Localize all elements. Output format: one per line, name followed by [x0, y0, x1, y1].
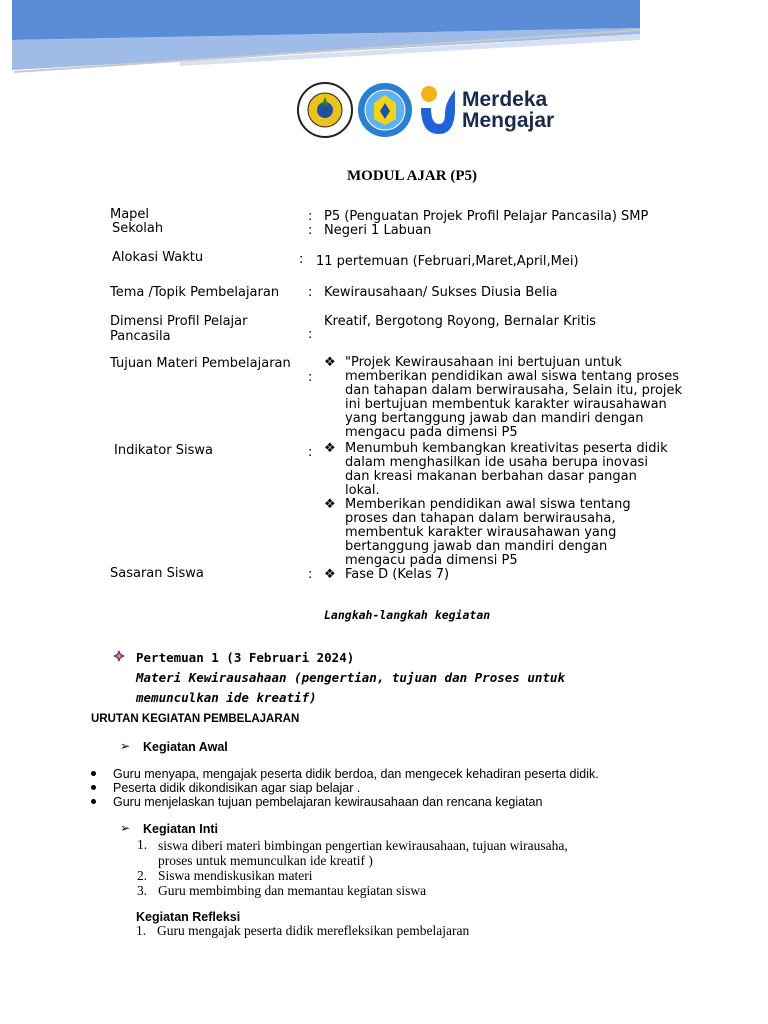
list-item: Guru menyapa, mengajak peserta didik berdoa, dan mengecek kehadiran peserta didik. — [113, 767, 599, 781]
diamond-bullet: ❖ — [324, 441, 336, 456]
kemdikbud-logo — [356, 81, 414, 139]
colon: : — [308, 370, 313, 385]
mapel-value: P5 (Penguatan Projek Profil Pelajar Pancasila) SMP — [324, 209, 649, 224]
list-item: Guru mengajak peserta didik merefleksikan pembelajaran — [157, 923, 470, 938]
brand-line-1: Merdeka — [462, 88, 548, 111]
sasaran-value: Fase D (Kelas 7) — [345, 567, 450, 582]
langkah-heading: Langkah-langkah kegiatan — [324, 608, 491, 622]
list-bullet — [91, 771, 96, 776]
kegiatan-refleksi-heading: Kegiatan Refleksi — [136, 910, 241, 924]
diamond-bullet: ❖ — [324, 355, 336, 370]
pertemuan-text — [136, 648, 565, 708]
list-item: Guru menjelaskan tujuan pembelajaran kewirausahaan dan rencana kegiatan — [113, 795, 543, 809]
list-item: siswa diberi materi bimbingan pengertian kewirausahaan, tujuan wirausaha, — [158, 838, 568, 853]
page-title: MODUL AJAR (P5) — [347, 168, 477, 184]
tujuan-label: Tujuan Materi Pembelajaran — [110, 356, 291, 371]
list-number: 1. — [136, 923, 147, 938]
list-item: Peserta didik dikondisikan agar siap belajar . — [113, 781, 361, 795]
materi-line: Materi Kewirausahaan (pengertian, tujuan dan Proses untuk — [136, 670, 565, 685]
list-bullet — [91, 785, 96, 790]
dimensi-value: Kreatif, Bergotong Royong, Bernalar Kritis — [324, 314, 597, 329]
list-item: Guru membimbing dan memantau kegiatan siswa — [158, 883, 427, 898]
materi-line: memunculkan ide kreatif) — [136, 690, 317, 705]
alokasi-label: Alokasi Waktu — [112, 250, 204, 265]
colon: : — [308, 445, 313, 460]
colon: : — [308, 209, 313, 224]
kegiatan-inti-heading: Kegiatan Inti — [143, 822, 219, 836]
list-number: 2. — [137, 868, 148, 883]
indikator-1-text: Menumbuh kembangkan kreativitas peserta didik dalam menghasilkan ide usaha berupa inovasi dan kreasi makanan berbahan dasar pangan lokal. — [345, 441, 668, 498]
tujuan-text: "Projek Kewirausahaan ini bertujuan untuk memberikan pendidikan awal siswa tentang proses dan tahapan dalam berwirausaha, Selain itu, projek ini bertujuan membentuk karakter wirausahawan yang bertanggung jawab dan mandiri dengan mengacu pada dimensi P5 — [345, 355, 683, 440]
colon: : — [299, 252, 304, 267]
list-bullet — [91, 799, 96, 804]
list-number: 3. — [137, 883, 148, 898]
arrow-bullet: ➢ — [120, 821, 131, 835]
arrow-bullet: ➢ — [120, 739, 131, 753]
kegiatan-awal-heading: Kegiatan Awal — [143, 740, 228, 754]
mapel-label: Mapel — [110, 207, 150, 222]
colon: : — [308, 567, 313, 582]
diamond-bullet: ❖ — [324, 567, 336, 582]
indikator-label: Indikator Siswa — [114, 443, 213, 458]
alokasi-value: 11 pertemuan (Februari,Maret,April,Mei) — [316, 254, 579, 269]
dimensi-label: Pancasila — [110, 329, 171, 344]
list-number: 1. — [137, 837, 148, 852]
brand-line-2: Mengajar — [462, 109, 555, 132]
colon: : — [308, 223, 313, 238]
sekolah-value: Negeri 1 Labuan — [324, 223, 432, 238]
star-bullet-icon — [113, 650, 125, 662]
colon: : — [308, 285, 313, 300]
merdeka-mengajar-logo — [417, 82, 567, 138]
sekolah-label: Sekolah — [112, 221, 164, 236]
pertemuan-title: Pertemuan 1 (3 Februari 2024) — [136, 650, 355, 665]
tema-label: Tema /Topik Pembelajaran — [110, 285, 280, 300]
sasaran-label: Sasaran Siswa — [110, 566, 204, 581]
indikator-2-text: Memberikan pendidikan awal siswa tentang proses dan tahapan dalam berwirausaha, membentuk karakter wirausahawan yang bertanggung jawab dan mandiri dengan mengacu pada dimensi P5 — [345, 497, 631, 568]
list-item-continuation: proses untuk memunculkan ide kreatif ) — [158, 853, 373, 868]
diamond-bullet: ❖ — [324, 497, 336, 512]
tema-value: Kewirausahaan/ Sukses Diusia Belia — [324, 285, 558, 300]
colon: : — [308, 327, 313, 342]
list-item: Siswa mendiskusikan materi — [158, 868, 313, 883]
school-badge-logo — [296, 81, 354, 139]
dimensi-label: Dimensi Profil Pelajar — [110, 314, 248, 329]
header-decoration — [0, 0, 768, 80]
urutan-heading: URUTAN KEGIATAN PEMBELAJARAN — [91, 713, 300, 725]
